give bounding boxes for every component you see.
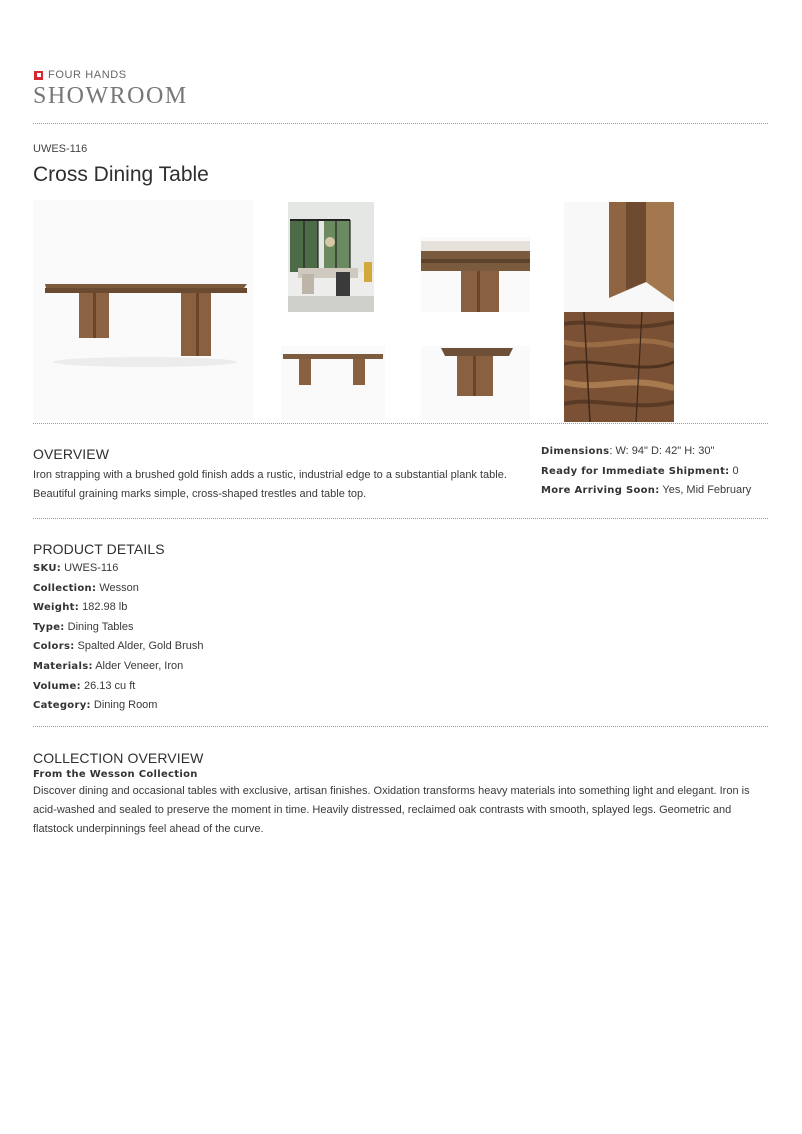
availability-info <box>541 442 771 501</box>
tabletop-detail-image[interactable] <box>421 237 530 312</box>
overview-heading: OVERVIEW <box>33 446 110 462</box>
arriving-soon-row: More Arriving Soon: Yes, Mid February <box>541 484 752 497</box>
overview-section <box>33 424 768 518</box>
detail-row <box>33 677 204 697</box>
end-view-image[interactable] <box>421 346 530 420</box>
detail-label: Category: <box>33 700 91 712</box>
brand-header <box>33 62 768 112</box>
detail-value: Dining Room <box>90 699 158 712</box>
detail-label: Colors: <box>33 641 75 653</box>
detail-row <box>33 696 204 716</box>
collection-heading: COLLECTION OVERVIEW <box>33 750 204 766</box>
detail-row <box>33 637 204 657</box>
detail-value: 26.13 cu ft <box>80 679 136 692</box>
detail-row <box>33 559 204 579</box>
room-scene-image[interactable] <box>288 202 374 312</box>
detail-value: Dining Tables <box>64 620 134 633</box>
detail-list <box>33 559 204 716</box>
detail-value: 182.98 lb <box>79 601 128 614</box>
detail-value: Alder Veneer, Iron <box>92 659 184 672</box>
product-code: UWES-116 <box>33 143 88 155</box>
side-view-image[interactable] <box>281 346 385 420</box>
brand-name: FOUR HANDS <box>48 69 127 81</box>
detail-label: Collection: <box>33 582 97 594</box>
ready-shipment-row: Ready for Immediate Shipment: 0 <box>541 464 739 477</box>
detail-value: UWES-116 <box>61 562 119 574</box>
page-title: Cross Dining Table <box>33 163 209 186</box>
main-product-image[interactable] <box>33 200 253 420</box>
detail-row <box>33 598 204 618</box>
product-sheet <box>33 62 768 839</box>
four-hands-logo-icon <box>34 71 43 80</box>
showroom-wordmark: SHOWROOM <box>33 83 188 109</box>
image-gallery <box>33 200 768 422</box>
product-details-section <box>33 519 768 726</box>
detail-label: Weight: <box>33 602 80 614</box>
detail-row <box>33 657 204 677</box>
divider <box>33 123 768 124</box>
detail-row <box>33 579 204 599</box>
dimensions-row: Dimensions: W: 94" D: 42" H: 30" <box>541 445 715 457</box>
detail-value: Spalted Alder, Gold Brush <box>74 640 204 653</box>
product-details-heading: PRODUCT DETAILS <box>33 541 165 557</box>
detail-value: Wesson <box>96 581 139 594</box>
detail-label: SKU: <box>33 563 62 574</box>
detail-label: Type: <box>33 621 65 633</box>
collection-subheading: From the Wesson Collection <box>33 769 198 780</box>
detail-label: Volume: <box>33 680 81 692</box>
collection-text: Discover dining and occasional tables with exclusive, artisan finishes. Oxidation transforms heavy materials into something light and elegant. Iron is acid-washed and sealed to preserve the moment in time. Heavily distressed, reclaimed oak contrasts with smooth, splayed legs. Geometric and flatstock underpinnings feel ahead of the curve. <box>33 785 750 835</box>
brand-top <box>34 69 127 81</box>
overview-text: Iron strapping with a brushed gold finish adds a rustic, industrial edge to a substantial plank table. Beautiful graining marks simple, cross-shaped trestles and table top. <box>33 469 507 500</box>
detail-row <box>33 618 204 638</box>
wood-grain-image[interactable] <box>564 312 674 422</box>
collection-section <box>33 727 768 839</box>
detail-label: Materials: <box>33 660 93 672</box>
leg-detail-image[interactable] <box>564 202 674 312</box>
